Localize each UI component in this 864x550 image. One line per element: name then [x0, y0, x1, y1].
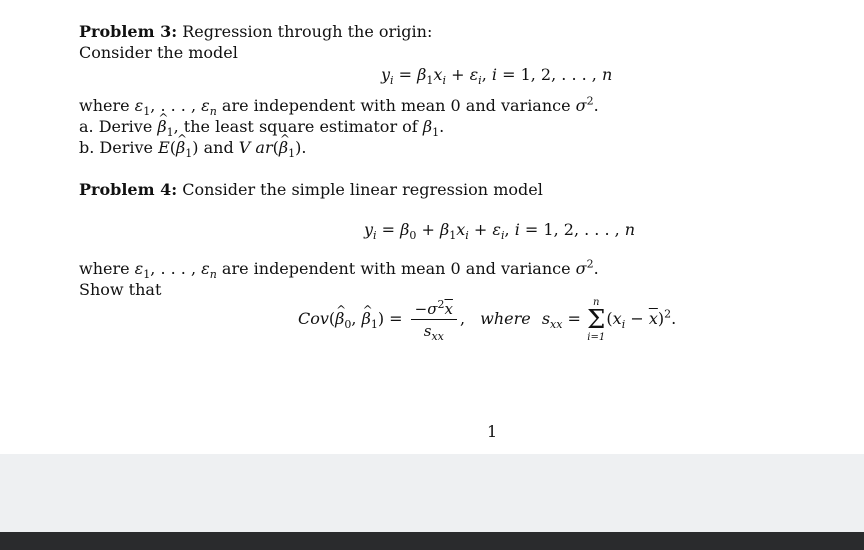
- problem3-heading: Problem 3:: [79, 22, 178, 41]
- problem3-part-a: a. Derive ^ $\beta_1$, the least square estimator of $\beta_1$.: [79, 117, 444, 137]
- problem3-equation: $y_i = \beta_1x_i + \varepsilon_i$, i = 1, 2, . . . , n: [381, 65, 613, 88]
- page-number: 1: [487, 422, 498, 441]
- problem4-title: Consider the simple linear regression model: [182, 180, 543, 199]
- problem3-header: [79, 22, 432, 42]
- result-where: where: [480, 309, 531, 328]
- bottom-toolbar: [0, 532, 864, 550]
- problem4-show-that: Show that: [79, 280, 162, 299]
- problem4-header: [79, 180, 543, 200]
- result-fraction: $\frac{-\sigma^2\overline{x}}{s_{xx}}$: [411, 300, 457, 340]
- problem4-result: Cov(^ $\beta_0$, ^ $\beta_1$) = $\frac{-\sigma^2\overline{x}}{s_{xx}}$ , where $s_{xx}$ = n Σ i=1 $(x_i - \overline{x})^2$.: [298, 289, 676, 349]
- problem3-part-b: b. Derive E(^ $\beta_1$) and V ar(^ $\beta_1$).: [79, 138, 306, 158]
- summation-symbol: n Σ i=1: [587, 296, 606, 343]
- problem3-intro: Consider the model: [79, 43, 238, 62]
- problem4-equation: $y_i = \beta_0 + \beta_1x_i + \varepsilon_i$, i = 1, 2, . . . , n: [364, 220, 636, 243]
- problem4-heading: Problem 4:: [79, 180, 178, 199]
- problem3-errors-text: where $\varepsilon_1$, . . . , $\varepsilon_n$ are independent with mean 0 and variance $\sigma^2$.: [79, 94, 599, 119]
- problem3-title: Regression through the origin:: [182, 22, 433, 41]
- problem4-errors-text: where $\varepsilon_1$, . . . , $\varepsilon_n$ are independent with mean 0 and variance $\sigma^2$.: [79, 257, 599, 282]
